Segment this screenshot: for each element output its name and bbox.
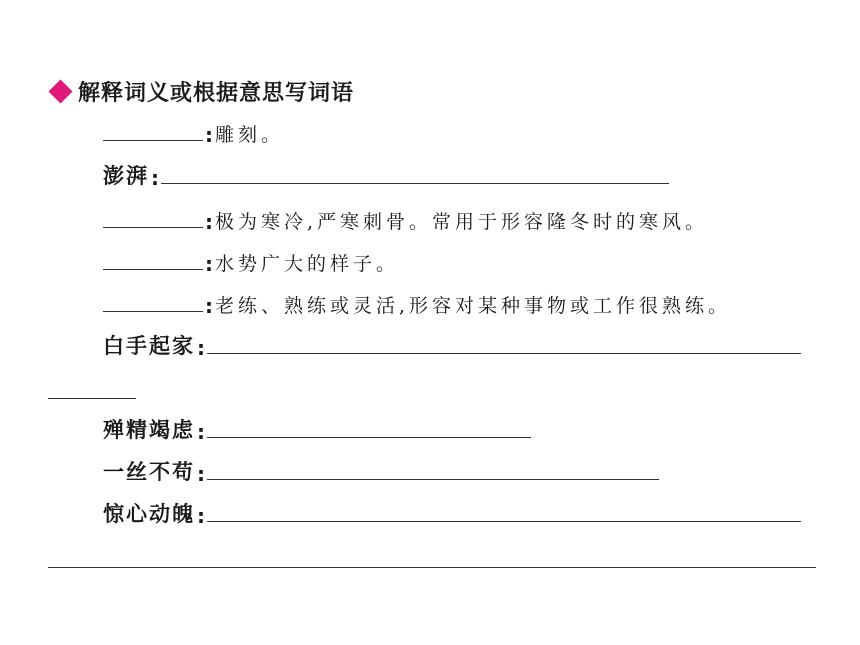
definition-text: 老练、熟练或灵活,形容对某种事物或工作很熟练。 (215, 295, 732, 317)
answer-blank[interactable] (207, 479, 659, 480)
colon: : (205, 210, 213, 234)
answer-blank[interactable] (103, 269, 203, 270)
term-text: 白手起家 (103, 334, 195, 358)
colon: : (197, 336, 205, 360)
exercise-heading (48, 76, 354, 106)
item-row (103, 160, 669, 190)
definition-text: 雕刻。 (215, 124, 285, 146)
item-row (103, 456, 659, 486)
answer-blank[interactable] (207, 521, 801, 522)
colon: : (205, 123, 213, 147)
answer-blank-continuation[interactable] (48, 567, 816, 568)
answer-blank[interactable] (103, 227, 203, 228)
item-row (103, 498, 801, 528)
term-text: 一丝不苟 (103, 460, 195, 484)
diamond-bullet-icon (48, 79, 72, 103)
answer-blank[interactable] (207, 437, 531, 438)
item-row (103, 204, 708, 234)
item-row (103, 288, 731, 318)
item-row (103, 330, 801, 360)
colon: : (197, 462, 205, 486)
answer-blank-continuation[interactable] (48, 398, 136, 399)
answer-blank[interactable] (103, 140, 203, 141)
colon: : (197, 420, 205, 444)
answer-blank[interactable] (103, 311, 203, 312)
term-text: 澎湃 (103, 164, 149, 188)
heading-text: 解释词义或根据意思写词语 (78, 80, 355, 106)
answer-blank[interactable] (161, 183, 669, 184)
colon: : (197, 504, 205, 528)
term-text: 惊心动魄 (103, 502, 195, 526)
colon: : (205, 294, 213, 318)
answer-blank[interactable] (207, 353, 801, 354)
item-row (103, 414, 531, 444)
definition-text: 极为寒冷,严寒刺骨。常用于形容隆冬时的寒风。 (215, 211, 709, 233)
term-text: 殚精竭虑 (103, 418, 195, 442)
item-row (103, 117, 284, 147)
colon: : (205, 252, 213, 276)
definition-text: 水势广大的样子。 (215, 253, 400, 275)
item-row (103, 246, 399, 276)
colon: : (151, 166, 159, 190)
